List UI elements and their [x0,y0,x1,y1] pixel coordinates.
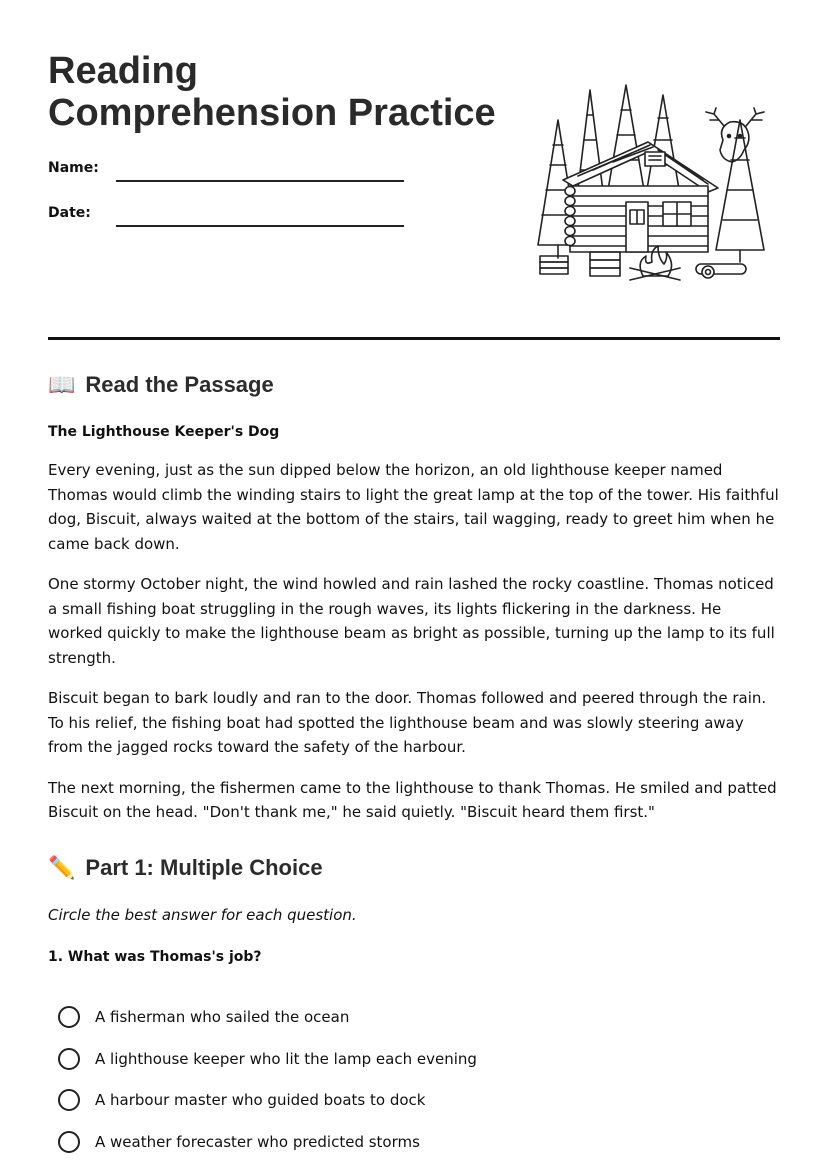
passage-heading-text: Read the Passage [85,372,274,397]
pencil-icon: ✏️ [48,854,76,880]
question-1: 1. What was Thomas's job? [48,948,262,965]
passage-paragraph: Biscuit began to bark loudly and ran to the door. Thomas followed and peered through the rain. To his relief, the fishing boat had spotted the lighthouse beam and was slowly steering away from the jagged rocks toward the safety of the harbour. [48,689,767,756]
title-line-1: Reading [48,50,198,92]
date-line[interactable] [116,225,404,227]
answer-circle[interactable] [58,1006,80,1028]
date-field[interactable] [48,205,408,237]
part1-heading [48,855,780,881]
worksheet-content [48,372,780,1163]
answer-option[interactable] [58,1080,780,1122]
question-1-options [48,997,780,1163]
date-label: Date: [48,205,91,221]
answer-option-label: A harbour master who guided boats to dock [95,1091,426,1110]
answer-circle[interactable] [58,1089,80,1111]
answer-option[interactable] [58,1038,780,1080]
header-divider [48,337,780,340]
cabin [540,142,746,280]
answer-option-label: A lighthouse keeper who lit the lamp each evening [95,1049,477,1068]
answer-option-label: A weather forecaster who predicted storms [95,1132,420,1151]
passage-paragraph: Every evening, just as the sun dipped below the horizon, an old lighthouse keeper named Thomas would climb the winding stairs to light the great lamp at the top of the tower. His faithful dog, Biscuit, always waited at the bottom of the stairs, tail wagging, ready to greet him when he came back down. [48,461,779,553]
title-line-2: Comprehension Practice [48,92,496,134]
name-line[interactable] [116,180,404,182]
passage-paragraph: One stormy October night, the wind howled and rain lashed the rocky coastline. Thomas noticed a small fishing boat struggling in the rough waves, its lights flickering in the darkness. He worked quickly to make the lighthouse beam as bright as possible, turning up the lamp to its full strength. [48,575,775,667]
open-book-icon: 📖 [48,372,76,397]
part1-heading-text: Part 1: Multiple Choice [85,854,323,880]
passage-heading [48,372,780,398]
answer-option-label: A fisherman who sailed the ocean [95,1008,350,1027]
log-cabin-illustration [518,80,768,292]
answer-circle[interactable] [58,1131,80,1153]
worksheet-header [48,50,780,310]
moose [706,108,764,162]
answer-option[interactable] [58,997,780,1039]
part1-instructions: Circle the best answer for each question. [48,905,357,924]
answer-circle[interactable] [58,1048,80,1070]
name-field[interactable] [48,160,408,192]
name-label: Name: [48,160,99,176]
answer-option[interactable] [58,1121,780,1163]
story-title: The Lighthouse Keeper's Dog [48,424,280,440]
passage-paragraph: The next morning, the fishermen came to the lighthouse to thank Thomas. He smiled and patted Biscuit on the head. "Don't thank me," he said quietly. "Biscuit heard them first." [48,778,777,821]
